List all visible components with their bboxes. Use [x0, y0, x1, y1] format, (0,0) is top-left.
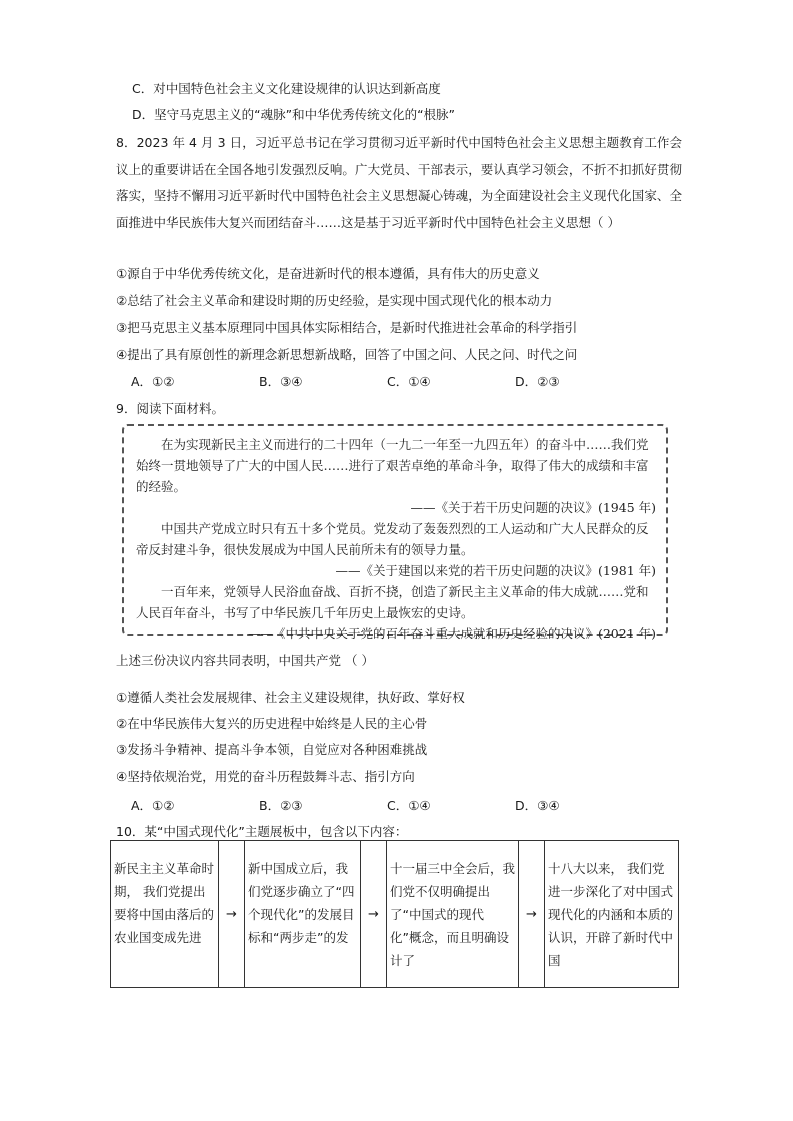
q8-stem: 8．2023 年 4 月 3 日，习近平总书记在学习贯彻习近平新时代中国特色社会主义思想主题教育工作会议上的重要讲话在全国各地引发强烈反响。广大党员、干部表示，要认真学习领会，不折不扣抓好贯彻落实，坚持不懈用习近平新时代中国特色社会主义思想凝心铸魂，为全面建设社会主义现代化国家、全面推进中华民族伟大复兴而团结奋斗……这是基于习近平新时代中国特色社会主义思想（ ）	[116, 135, 682, 230]
timeline-cell-4: 十八大以来， 我们党进一步深化了对中国式现代化的内涵和本质的认识，开辟了新时代中国	[545, 841, 679, 988]
q9-material-source-1: ——《关于若干历史问题的决议》(1945 年)	[410, 500, 656, 515]
q7-option-c: C．对中国特色社会主义文化建设规律的认识达到新高度	[132, 81, 441, 96]
q9-material-paragraph-1: 在为实现新民主主义而进行的二十四年（一九二一年至一九四五年）的奋斗中……我们党始终一贯地领导了广大的中国人民……进行了艰苦卓绝的革命斗争，取得了伟大的成绩和丰富的经验。	[136, 437, 649, 494]
q9-option-d[interactable]: D．③④	[515, 798, 560, 813]
q9-material-source-2: ——《关于建国以来党的若干历史问题的决议》(1981 年)	[335, 563, 656, 578]
timeline-cell-3: 十一届三中全会后，我们党不仅明确提出了“中国式的现代化”概念，而且明确设计了	[387, 841, 519, 988]
q9-material-box	[122, 424, 668, 641]
q8-option-b[interactable]: B．③④	[259, 374, 303, 389]
q8-option-d[interactable]: D．②③	[515, 374, 560, 389]
q9-option-a[interactable]: A．①②	[131, 798, 175, 813]
q9-material-paragraph-2: 中国共产党成立时只有五十多个党员。党发动了轰轰烈烈的工人运动和广大人民群众的反帝反封建斗争，很快发展成为中国人民前所未有的领导力量。	[136, 521, 649, 557]
q8-item-1: ①源自于中华优秀传统文化，是奋进新时代的根本遵循，具有伟大的历史意义	[116, 266, 540, 281]
arrow-right-icon: →	[361, 841, 387, 988]
q9-stem: 9．阅读下面材料。	[116, 401, 224, 416]
q9-question: 上述三份决议内容共同表明，中国共产党 （ ）	[116, 653, 374, 668]
q9-material-paragraph-3: 一百年来，党领导人民浴血奋战、百折不挠，创造了新民主主义革命的伟大成就……党和人民百年奋斗，书写了中华民族几千年历史上最恢宏的史诗。	[136, 584, 649, 620]
q8-option-c[interactable]: C．①④	[387, 374, 431, 389]
q8-item-4: ④提出了具有原创性的新理念新思想新战略，回答了中国之问、人民之问、时代之问	[116, 347, 578, 362]
arrow-right-icon: →	[219, 841, 245, 988]
q9-item-3: ③发扬斗争精神、提高斗争本领，自觉应对各种困难挑战	[116, 742, 428, 757]
timeline-cell-1: 新民主主义革命时期， 我们党提出要将中国由落后的农业国变成先进	[111, 841, 219, 988]
q9-options	[131, 796, 643, 816]
q9-item-2: ②在中华民族伟大复兴的历史进程中始终是人民的主心骨	[116, 716, 428, 731]
timeline-cell-2: 新中国成立后，我们党逐步确立了“四个现代化”的发展目标和“两步走”的发	[245, 841, 361, 988]
arrow-right-icon: →	[519, 841, 545, 988]
q10-timeline-table	[110, 840, 679, 988]
q9-option-b[interactable]: B．②③	[259, 798, 303, 813]
q9-option-c[interactable]: C．①④	[387, 798, 431, 813]
q8-item-3: ③把马克思主义基本原理同中国具体实际相结合，是新时代推进社会革命的科学指引	[116, 320, 578, 335]
q10-stem: 10．某“中国式现代化”主题展板中，包含以下内容：	[116, 824, 408, 839]
q8-options	[131, 372, 643, 392]
q9-item-1: ①遵循人类社会发展规律、社会主义建设规律，执好政、掌好权	[116, 690, 465, 705]
q8-item-2: ②总结了社会主义革命和建设时期的历史经验，是实现中国式现代化的根本动力	[116, 293, 553, 308]
q8-option-a[interactable]: A．①②	[131, 374, 175, 389]
q7-option-d: D．坚守马克思主义的“魂脉”和中华优秀传统文化的“根脉”	[132, 107, 456, 122]
q9-material-source-3: ——《中共中央关于党的百年奋斗重大成就和历史经验的决议》(2021 年)	[247, 626, 656, 641]
q9-item-4: ④坚持依规治党，用党的奋斗历程鼓舞斗志、指引方向	[116, 769, 415, 784]
